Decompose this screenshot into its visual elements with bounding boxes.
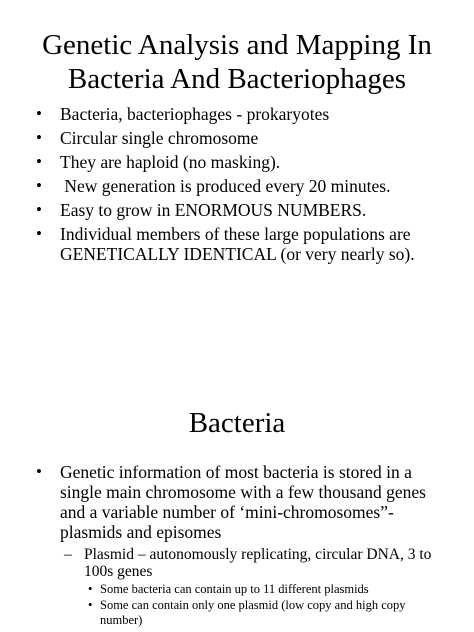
bullet-item xyxy=(0,104,474,124)
bullet-text: Circular single chromosome xyxy=(60,128,259,148)
dash-icon: – xyxy=(64,546,72,563)
slide-2 xyxy=(0,316,474,632)
bullet-text: New generation is produced every 20 minutes. xyxy=(60,176,391,196)
bullet-icon: • xyxy=(88,598,93,612)
sub-sub-bullet-text: Some bacteria can contain up to 11 different plasmids xyxy=(100,582,369,596)
sub-bullet-text: Plasmid – autonomously replicating, circular DNA, 3 to 100s genes xyxy=(84,546,432,580)
bullet-text: Individual members of these large populations are GENETICALLY IDENTICAL (or very nearly so). xyxy=(60,224,415,264)
bullet-icon: • xyxy=(36,176,42,195)
slide-1-bullet-list xyxy=(0,104,474,268)
bullet-icon: • xyxy=(36,200,42,219)
bullet-text: Genetic information of most bacteria is stored in a single main chromosome with a few thousand genes and a variable number of ‘mini-chromosomes”- plasmids and episomes xyxy=(60,462,426,542)
bullet-text: They are haploid (no masking). xyxy=(60,152,281,172)
slide-1-title xyxy=(0,28,474,96)
slide-1-title-line-1: Genetic Analysis and Mapping In xyxy=(42,29,432,61)
slide-2-bullet-list xyxy=(0,462,474,629)
slide-1-title-line-2: Bacteria And Bacteriophages xyxy=(67,63,407,95)
sub-sub-bullet-item xyxy=(0,582,474,597)
sub-sub-bullet-item xyxy=(0,598,474,628)
bullet-icon: • xyxy=(36,128,42,147)
bullet-item xyxy=(0,128,474,148)
bullet-item xyxy=(0,224,474,264)
bullet-icon: • xyxy=(36,152,42,171)
bullet-icon: • xyxy=(36,104,42,123)
bullet-item xyxy=(0,462,474,542)
bullet-text: Bacteria, bacteriophages - prokaryotes xyxy=(60,104,330,124)
bullet-icon: • xyxy=(36,462,42,481)
sub-sub-bullet-text: Some can contain only one plasmid (low copy and high copy number) xyxy=(100,598,406,627)
bullet-item xyxy=(0,176,474,196)
slide-2-title: Bacteria xyxy=(188,407,286,439)
bullet-item xyxy=(0,152,474,172)
sub-bullet-item xyxy=(0,546,474,580)
bullet-item xyxy=(0,200,474,220)
bullet-text: Easy to grow in ENORMOUS NUMBERS. xyxy=(60,200,367,220)
bullet-icon: • xyxy=(88,582,93,596)
bullet-icon: • xyxy=(36,224,42,243)
